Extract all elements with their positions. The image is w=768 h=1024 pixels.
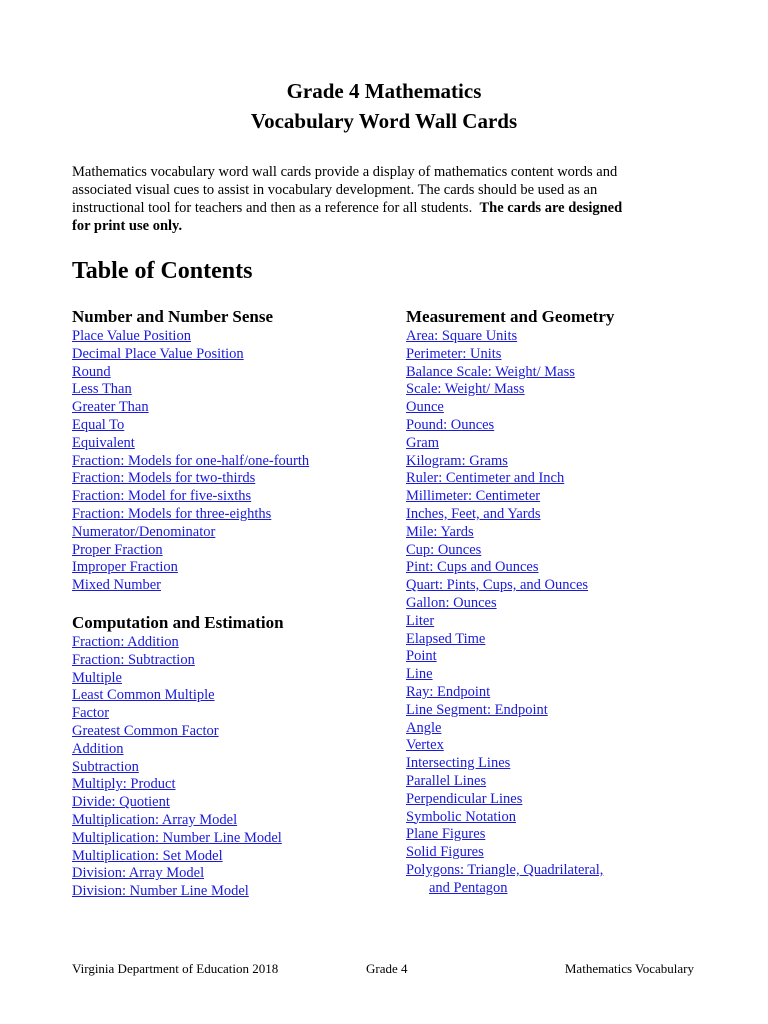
toc-list-item bbox=[406, 880, 746, 898]
toc-list-item bbox=[406, 702, 746, 720]
footer-publisher: Virginia Department of Education 2018 bbox=[72, 961, 279, 976]
toc-list-item bbox=[406, 720, 746, 738]
toc-list-item bbox=[406, 648, 746, 666]
intro-print-note: for print use only. bbox=[72, 218, 183, 234]
toc-left-column bbox=[72, 306, 412, 901]
toc-list-item bbox=[72, 652, 412, 670]
toc-list-item bbox=[72, 417, 412, 435]
toc-link[interactable]: Inches, Feet, and Yards bbox=[406, 505, 541, 522]
toc-link[interactable]: Ruler: Centimeter and Inch bbox=[406, 470, 565, 487]
toc-list-item bbox=[72, 670, 412, 688]
toc-list-item bbox=[72, 524, 412, 542]
toc-link[interactable]: Least Common Multiple bbox=[72, 687, 215, 704]
toc-list-item bbox=[72, 705, 412, 723]
toc-link[interactable]: Decimal Place Value Position bbox=[72, 345, 244, 362]
footer-subject: Mathematics Vocabulary bbox=[564, 961, 694, 976]
toc-heading: Table of Contents bbox=[72, 258, 253, 284]
toc-list-item bbox=[406, 399, 746, 417]
intro-line bbox=[72, 199, 712, 217]
toc-link[interactable]: Perimeter: Units bbox=[406, 345, 502, 362]
toc-list-item bbox=[72, 634, 412, 652]
toc-list-item bbox=[72, 776, 412, 794]
toc-list-item bbox=[406, 809, 746, 827]
toc-link[interactable]: Multiplication: Set Model bbox=[72, 847, 223, 864]
toc-list-item bbox=[406, 631, 746, 649]
toc-link[interactable]: Plane Figures bbox=[406, 826, 486, 843]
toc-list-item bbox=[406, 364, 746, 382]
toc-link[interactable]: Division: Array Model bbox=[72, 865, 205, 882]
section-heading-computation: Computation and Estimation bbox=[72, 612, 284, 632]
toc-link[interactable]: Gram bbox=[406, 434, 440, 451]
toc-link[interactable]: Line Segment: Endpoint bbox=[406, 701, 548, 718]
toc-link[interactable]: Liter bbox=[406, 612, 435, 629]
toc-link[interactable]: Cup: Ounces bbox=[406, 541, 482, 558]
toc-link[interactable]: Pound: Ounces bbox=[406, 416, 495, 433]
toc-list-item bbox=[72, 830, 412, 848]
toc-list-item bbox=[72, 794, 412, 812]
measurement-links bbox=[406, 328, 746, 898]
toc-link[interactable]: Greater Than bbox=[72, 399, 149, 416]
toc-link[interactable]: Fraction: Models for three-eighths bbox=[72, 505, 272, 522]
toc-link[interactable]: Multiplication: Number Line Model bbox=[72, 829, 282, 846]
toc-link[interactable]: Solid Figures bbox=[406, 844, 484, 861]
toc-link[interactable]: Intersecting Lines bbox=[406, 755, 511, 772]
toc-list-item bbox=[406, 613, 746, 631]
intro-text: instructional tool for teachers and then as a reference for all students. bbox=[72, 200, 473, 216]
toc-list-item bbox=[406, 328, 746, 346]
toc-link[interactable]: Fraction: Models for one-half/one-fourth bbox=[72, 452, 310, 469]
toc-list-item bbox=[72, 723, 412, 741]
toc-link[interactable]: Quart: Pints, Cups, and Ounces bbox=[406, 577, 589, 594]
toc-list-item bbox=[406, 595, 746, 613]
toc-link[interactable]: Multiply: Product bbox=[72, 776, 176, 793]
toc-link[interactable]: Multiplication: Array Model bbox=[72, 811, 238, 828]
toc-list-item bbox=[72, 435, 412, 453]
toc-link[interactable]: Addition bbox=[72, 740, 124, 757]
toc-link[interactable]: Factor bbox=[72, 705, 110, 722]
toc-link[interactable]: Millimeter: Centimeter bbox=[406, 488, 541, 505]
toc-list-item bbox=[406, 826, 746, 844]
toc-list-item bbox=[72, 381, 412, 399]
toc-link[interactable]: Perpendicular Lines bbox=[406, 790, 523, 807]
toc-list-item bbox=[406, 381, 746, 399]
toc-list-item bbox=[406, 737, 746, 755]
toc-list-item bbox=[406, 488, 746, 506]
toc-link[interactable]: Multiple bbox=[72, 669, 122, 686]
toc-list-item bbox=[72, 687, 412, 705]
toc-link[interactable]: Equivalent bbox=[72, 434, 135, 451]
toc-link[interactable]: Point bbox=[406, 648, 437, 665]
toc-link[interactable]: Line bbox=[406, 666, 433, 683]
toc-link[interactable]: Round bbox=[72, 363, 111, 380]
toc-list-item bbox=[406, 773, 746, 791]
toc-list-item bbox=[72, 488, 412, 506]
intro-line bbox=[72, 217, 712, 235]
toc-list-item bbox=[406, 666, 746, 684]
toc-link[interactable]: and Pentagon bbox=[429, 879, 508, 896]
toc-list-item bbox=[72, 470, 412, 488]
toc-list-item bbox=[72, 364, 412, 382]
intro-line: Mathematics vocabulary word wall cards provide a display of mathematics content words and bbox=[72, 164, 618, 180]
intro-print-note: The cards are designed bbox=[479, 200, 623, 216]
toc-list-item bbox=[72, 848, 412, 866]
toc-list-item bbox=[72, 542, 412, 560]
toc-list-item bbox=[406, 577, 746, 595]
toc-list-item bbox=[72, 741, 412, 759]
toc-link[interactable]: Ray: Endpoint bbox=[406, 683, 491, 700]
section-heading-measurement: Measurement and Geometry bbox=[406, 307, 615, 326]
toc-link[interactable]: Vertex bbox=[406, 737, 444, 754]
toc-link[interactable]: Pint: Cups and Ounces bbox=[406, 559, 539, 576]
toc-list-item bbox=[72, 559, 412, 577]
toc-list-item bbox=[406, 524, 746, 542]
toc-list-item bbox=[72, 328, 412, 346]
number-sense-links bbox=[72, 328, 412, 595]
toc-link[interactable]: Ounce bbox=[406, 399, 444, 416]
toc-link[interactable]: Place Value Position bbox=[72, 328, 191, 344]
toc-list-item bbox=[406, 844, 746, 862]
toc-link[interactable]: Area: Square Units bbox=[406, 328, 518, 344]
toc-link[interactable]: Kilogram: Grams bbox=[406, 452, 508, 469]
toc-link[interactable]: Proper Fraction bbox=[72, 541, 163, 558]
intro-paragraph bbox=[72, 163, 712, 235]
toc-list-item bbox=[406, 791, 746, 809]
toc-list-item bbox=[72, 883, 412, 901]
toc-link[interactable]: Mixed Number bbox=[72, 577, 161, 594]
toc-link[interactable]: Greatest Common Factor bbox=[72, 722, 219, 739]
toc-link[interactable]: Mile: Yards bbox=[406, 523, 474, 540]
intro-line: associated visual cues to assist in vocabulary development. The cards should be used as an bbox=[72, 182, 598, 198]
toc-list-item bbox=[406, 862, 746, 880]
page-subtitle: Vocabulary Word Wall Cards bbox=[250, 109, 518, 133]
toc-list-item bbox=[406, 542, 746, 560]
footer-grade: Grade 4 bbox=[366, 961, 408, 976]
toc-list-item bbox=[72, 399, 412, 417]
toc-link[interactable]: Parallel Lines bbox=[406, 772, 487, 789]
toc-list-item bbox=[406, 559, 746, 577]
toc-list-item bbox=[72, 346, 412, 364]
toc-list-item bbox=[72, 506, 412, 524]
toc-link[interactable]: Elapsed Time bbox=[406, 630, 486, 647]
toc-link[interactable]: Scale: Weight/ Mass bbox=[406, 381, 525, 398]
toc-list-item bbox=[406, 684, 746, 702]
toc-right-column bbox=[406, 306, 746, 898]
toc-link[interactable]: Fraction: Model for five-sixths bbox=[72, 488, 252, 505]
computation-links bbox=[72, 634, 412, 901]
toc-list-item bbox=[72, 865, 412, 883]
toc-link[interactable]: Balance Scale: Weight/ Mass bbox=[406, 363, 575, 380]
toc-list-item bbox=[406, 346, 746, 364]
toc-list-item bbox=[406, 755, 746, 773]
toc-link[interactable]: Division: Number Line Model bbox=[72, 883, 249, 900]
toc-list-item bbox=[72, 812, 412, 830]
toc-link[interactable]: Symbolic Notation bbox=[406, 808, 516, 825]
toc-list-item bbox=[406, 435, 746, 453]
toc-link[interactable]: Divide: Quotient bbox=[72, 794, 170, 811]
toc-list-item bbox=[72, 577, 412, 595]
toc-link[interactable]: Improper Fraction bbox=[72, 559, 178, 576]
toc-link[interactable]: Less Than bbox=[72, 381, 132, 398]
toc-link[interactable]: Angle bbox=[406, 719, 442, 736]
toc-list-item bbox=[72, 759, 412, 777]
toc-link[interactable]: Fraction: Addition bbox=[72, 633, 179, 650]
toc-link[interactable]: Fraction: Subtraction bbox=[72, 651, 195, 668]
toc-list-item bbox=[406, 453, 746, 471]
toc-link[interactable]: Equal To bbox=[72, 416, 125, 433]
section-heading-number-sense: Number and Number Sense bbox=[72, 307, 274, 326]
page-title: Grade 4 Mathematics bbox=[286, 79, 482, 103]
toc-list-item bbox=[72, 453, 412, 471]
toc-link[interactable]: Subtraction bbox=[72, 758, 139, 775]
toc-link[interactable]: Polygons: Triangle, Quadrilateral, bbox=[406, 861, 604, 878]
toc-list-item bbox=[406, 506, 746, 524]
toc-list-item bbox=[406, 417, 746, 435]
toc-link[interactable]: Gallon: Ounces bbox=[406, 594, 497, 611]
toc-link[interactable]: Fraction: Models for two-thirds bbox=[72, 470, 256, 487]
toc-list-item bbox=[406, 470, 746, 488]
toc-link[interactable]: Numerator/Denominator bbox=[72, 523, 216, 540]
